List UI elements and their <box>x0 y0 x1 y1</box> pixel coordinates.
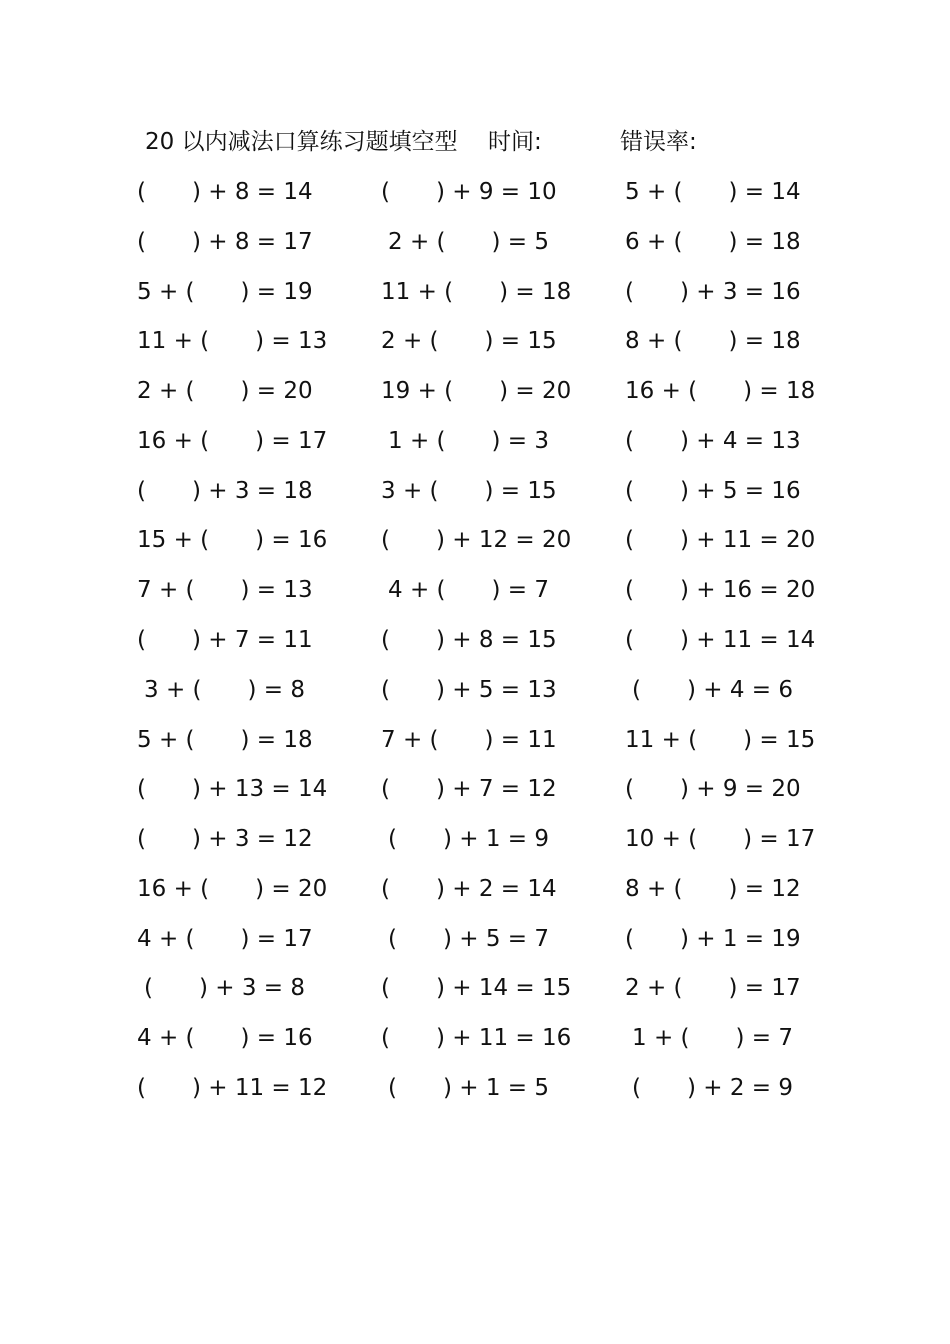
problem-row <box>0 274 950 310</box>
problem: ( ) + 8 = 15 <box>381 627 557 653</box>
problem-row <box>0 224 950 260</box>
problem: 1 + ( ) = 3 <box>388 428 549 454</box>
worksheet-title: 20 以内减法口算练习题填空型 <box>145 129 458 155</box>
problem: ( ) + 1 = 19 <box>625 926 801 952</box>
problem: 7 + ( ) = 13 <box>137 577 313 603</box>
problem-row <box>0 672 950 708</box>
problem: 3 + ( ) = 8 <box>144 677 305 703</box>
problem: 6 + ( ) = 18 <box>625 229 801 255</box>
problem-row <box>0 921 950 957</box>
problem: 19 + ( ) = 20 <box>381 378 572 404</box>
problem: ( ) + 5 = 7 <box>388 926 549 952</box>
problem-row <box>0 771 950 807</box>
problem: ( ) + 1 = 9 <box>388 826 549 852</box>
problem: ( ) + 5 = 16 <box>625 478 801 504</box>
problem: 16 + ( ) = 17 <box>137 428 328 454</box>
problem: ( ) + 5 = 13 <box>381 677 557 703</box>
problem: ( ) + 3 = 16 <box>625 279 801 305</box>
problem: ( ) + 3 = 12 <box>137 826 313 852</box>
problem: 2 + ( ) = 5 <box>388 229 549 255</box>
problem: 16 + ( ) = 20 <box>137 876 328 902</box>
problem: ( ) + 11 = 16 <box>381 1025 572 1051</box>
problem: 5 + ( ) = 19 <box>137 279 313 305</box>
problem-row <box>0 722 950 758</box>
problem-row <box>0 572 950 608</box>
problem: ( ) + 14 = 15 <box>381 975 572 1001</box>
problem: ( ) + 11 = 14 <box>625 627 816 653</box>
problem: ( ) + 2 = 9 <box>632 1075 793 1101</box>
problem-row <box>0 174 950 210</box>
problem: ( ) + 7 = 11 <box>137 627 313 653</box>
problem: 5 + ( ) = 18 <box>137 727 313 753</box>
problem-row <box>0 871 950 907</box>
problem: ( ) + 4 = 6 <box>632 677 793 703</box>
problem: 2 + ( ) = 15 <box>381 328 557 354</box>
problem: 11 + ( ) = 18 <box>381 279 572 305</box>
problem-row <box>0 323 950 359</box>
problem-row <box>0 622 950 658</box>
problem: 11 + ( ) = 13 <box>137 328 328 354</box>
problem: ( ) + 12 = 20 <box>381 527 572 553</box>
problem: ( ) + 7 = 12 <box>381 776 557 802</box>
problem: ( ) + 11 = 20 <box>625 527 816 553</box>
problem: 3 + ( ) = 15 <box>381 478 557 504</box>
problem: ( ) + 16 = 20 <box>625 577 816 603</box>
problem: ( ) + 3 = 18 <box>137 478 313 504</box>
problem-row <box>0 522 950 558</box>
problem: ( ) + 11 = 12 <box>137 1075 328 1101</box>
problem: ( ) + 4 = 13 <box>625 428 801 454</box>
problem: 1 + ( ) = 7 <box>632 1025 793 1051</box>
problem: ( ) + 1 = 5 <box>388 1075 549 1101</box>
problem-row <box>0 821 950 857</box>
problem: 15 + ( ) = 16 <box>137 527 328 553</box>
problem-row <box>0 373 950 409</box>
problem-row <box>0 473 950 509</box>
problem: ( ) + 2 = 14 <box>381 876 557 902</box>
problem: 4 + ( ) = 17 <box>137 926 313 952</box>
problem: 4 + ( ) = 7 <box>388 577 549 603</box>
error-rate-label: 错误率: <box>620 129 697 155</box>
problem: 10 + ( ) = 17 <box>625 826 816 852</box>
problem: 8 + ( ) = 12 <box>625 876 801 902</box>
problem-row <box>0 1020 950 1056</box>
problem-row <box>0 423 950 459</box>
problem: 4 + ( ) = 16 <box>137 1025 313 1051</box>
problem-row <box>0 1070 950 1106</box>
problem: 5 + ( ) = 14 <box>625 179 801 205</box>
problem-row <box>0 970 950 1006</box>
problem: ( ) + 3 = 8 <box>144 975 305 1001</box>
problem: ( ) + 9 = 20 <box>625 776 801 802</box>
problem: ( ) + 13 = 14 <box>137 776 328 802</box>
problem: 2 + ( ) = 20 <box>137 378 313 404</box>
problem: 16 + ( ) = 18 <box>625 378 816 404</box>
problem: ( ) + 8 = 14 <box>137 179 313 205</box>
problem: ( ) + 9 = 10 <box>381 179 557 205</box>
problem: 2 + ( ) = 17 <box>625 975 801 1001</box>
problem: 11 + ( ) = 15 <box>625 727 816 753</box>
problem: 8 + ( ) = 18 <box>625 328 801 354</box>
problem: 7 + ( ) = 11 <box>381 727 557 753</box>
time-label: 时间: <box>488 129 542 155</box>
problem: ( ) + 8 = 17 <box>137 229 313 255</box>
